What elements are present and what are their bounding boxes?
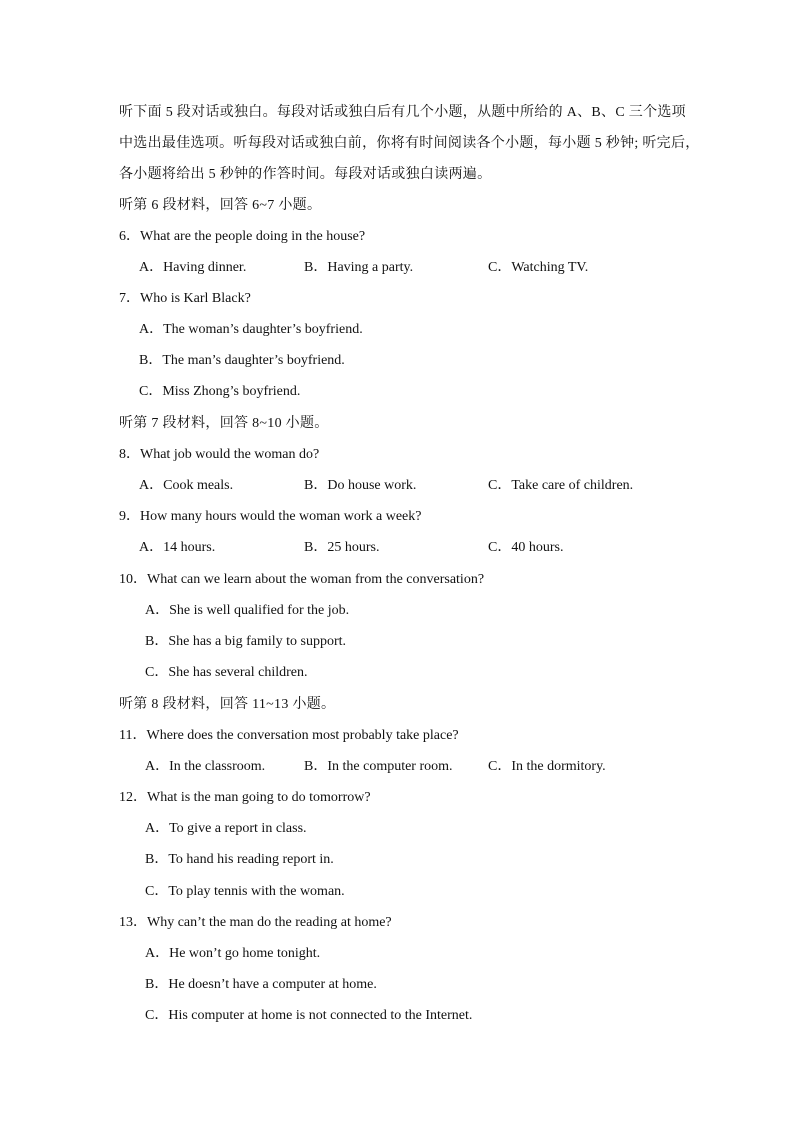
question-7-stem: 7．Who is Karl Black? [119, 291, 251, 306]
question-13-option-c: C．His computer at home is not connected to the Internet. [145, 1008, 473, 1023]
question-7-option-c: C．Miss Zhong’s boyfriend. [139, 384, 301, 399]
question-12-option-c: C．To play tennis with the woman. [145, 884, 345, 899]
question-7-option-a: A．The woman’s daughter’s boyfriend. [139, 322, 363, 337]
instructions-line-3: 各小题将给出 5 秒钟的作答时间。每段对话或独白读两遍。 [119, 167, 492, 182]
question-8-option-b: B．Do house work. [304, 478, 417, 493]
question-10-stem: 10．What can we learn about the woman from the conversation? [119, 572, 485, 587]
question-6-option-a: A．Having dinner. [139, 260, 247, 275]
instructions-line-2: 中选出最佳选项。听每段对话或独白前，你将有时间阅读各个小题，每小题 5 秒钟; 听完后， [119, 136, 700, 151]
question-10-option-c: C．She has several children. [145, 665, 308, 680]
question-12-option-a: A．To give a report in class. [145, 821, 307, 836]
instructions-line-1: 听下面 5 段对话或独白。每段对话或独白后有几个小题，从题中所给的 A、B、C 三个选项 [119, 105, 686, 120]
question-12-stem: 12．What is the man going to do tomorrow? [119, 790, 371, 805]
question-8-option-a: A．Cook meals. [139, 478, 234, 493]
section-heading-7: 听第 7 段材料，回答 8~10 小题。 [119, 416, 329, 431]
question-11-option-c: C．In the dormitory. [488, 759, 606, 774]
question-7-option-b: B．The man’s daughter’s boyfriend. [139, 353, 345, 368]
question-10-option-a: A．She is well qualified for the job. [145, 603, 350, 618]
question-9-option-a: A．14 hours. [139, 540, 216, 555]
section-heading-6: 听第 6 段材料，回答 6~7 小题。 [119, 198, 322, 213]
question-12-option-b: B．To hand his reading report in. [145, 852, 334, 867]
question-6-stem: 6．What are the people doing in the house? [119, 229, 366, 244]
question-13-option-b: B．He doesn’t have a computer at home. [145, 977, 377, 992]
question-11-option-b: B．In the computer room. [304, 759, 453, 774]
question-8-stem: 8．What job would the woman do? [119, 447, 320, 462]
section-heading-8: 听第 8 段材料，回答 11~13 小题。 [119, 697, 336, 712]
question-11-option-a: A．In the classroom. [145, 759, 266, 774]
question-9-option-b: B．25 hours. [304, 540, 380, 555]
question-6-option-c: C．Watching TV. [488, 260, 589, 275]
question-9-option-c: C．40 hours. [488, 540, 564, 555]
question-6-option-b: B．Having a party. [304, 260, 414, 275]
question-13-stem: 13．Why can’t the man do the reading at home? [119, 915, 392, 930]
question-11-stem: 11．Where does the conversation most probably take place? [119, 728, 459, 743]
question-9-stem: 9．How many hours would the woman work a week? [119, 509, 422, 524]
question-13-option-a: A．He won’t go home tonight. [145, 946, 321, 961]
question-8-option-c: C．Take care of children. [488, 478, 634, 493]
question-10-option-b: B．She has a big family to support. [145, 634, 347, 649]
